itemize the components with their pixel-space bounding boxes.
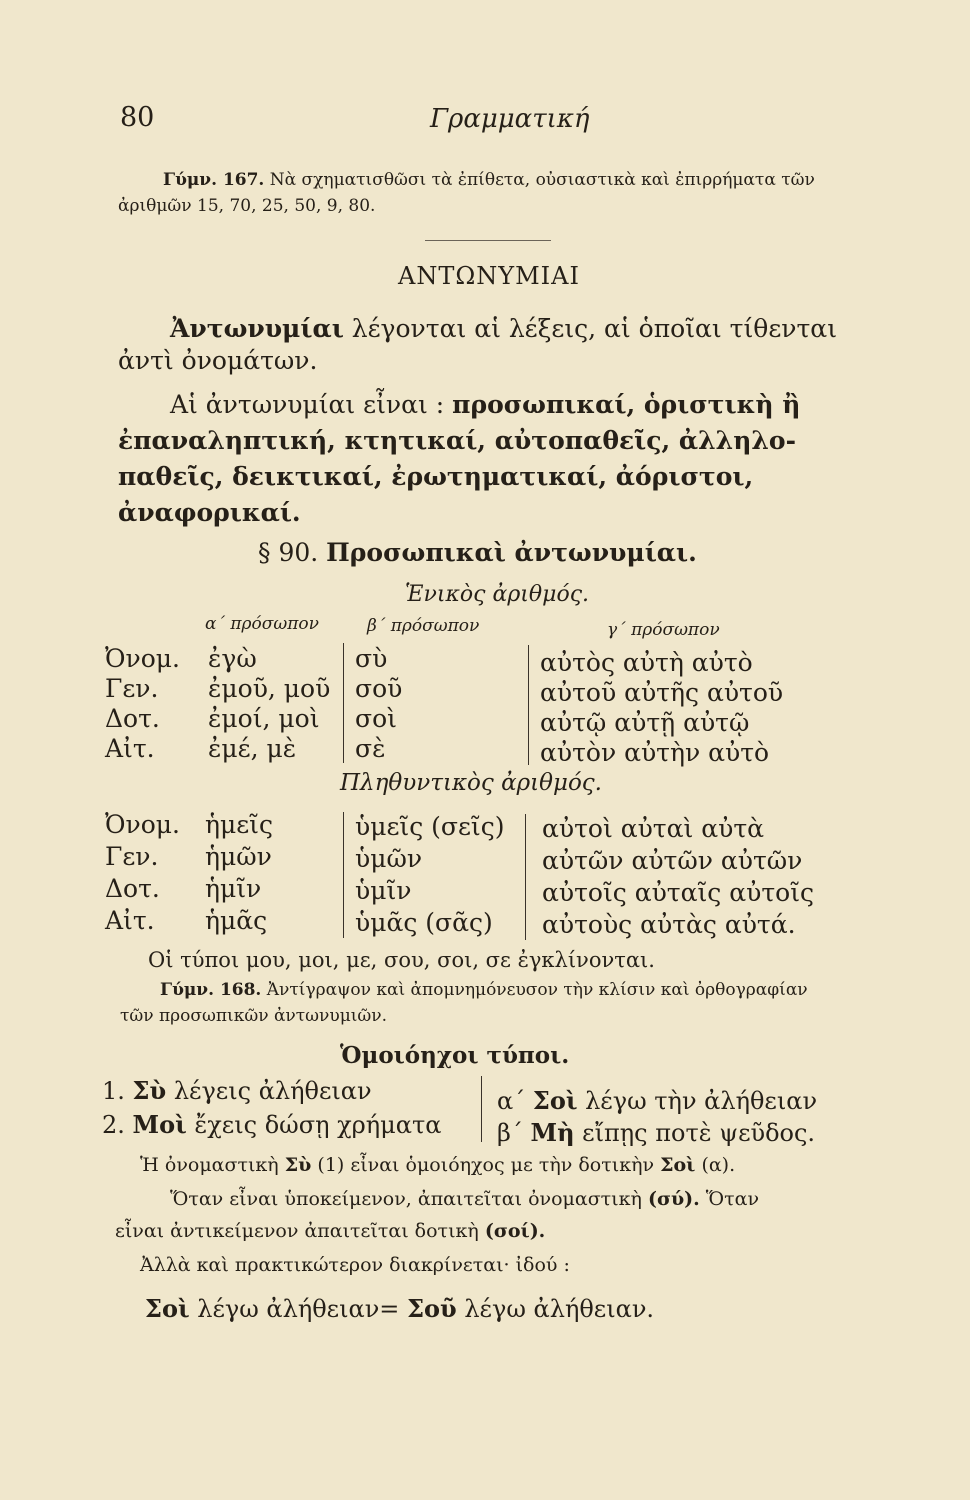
case-label: Ὀνομ. [105,810,180,839]
explanation-line-2 [170,1188,759,1210]
explanation-text: (α). [701,1154,736,1176]
intro-line-1 [170,314,837,343]
table-cell: ἡμῖν [205,874,262,903]
exercise-168-line2: τῶν προσωπικῶν ἀντωνυμιῶν. [120,1006,388,1026]
explanation-keyword: (σύ). [647,1188,700,1210]
example-number: β΄ [497,1119,523,1147]
example-number: 1. [102,1077,125,1105]
example-keyword: Σὺ [132,1076,167,1105]
header-third-person: γ΄ πρόσωπον [607,620,720,640]
intro-text: Αἱ ἀντωνυμίαι εἶναι : [170,390,445,419]
explanation-line-4: Ἀλλὰ καὶ πρακτικώτερον διακρίνεται· ἰδού : [140,1254,570,1276]
table-cell: αὐτὸς αὐτὴ αὐτὸ [540,648,753,677]
running-head: Γραμματική [430,104,590,134]
case-label: Αἰτ. [105,906,155,935]
section-title: ΑΝΤΩΝΥΜΙΑΙ [398,262,580,290]
example-a [497,1086,817,1115]
example-keyword: Μὴ [530,1118,575,1147]
column-divider [481,1076,482,1142]
table-cell: αὐτῷ αὐτῇ αὐτῷ [540,708,750,737]
example-text: ἔχεις δώσῃ χρήματα [194,1111,442,1139]
table-cell: ὑμᾶς (σᾶς) [355,908,493,937]
exercise-text: Ἀντίγραψον καὶ ἀπομνημόνευσον τὴν κλίσιν καὶ ὀρθογραφίαν [266,980,808,1000]
explanation-line-3 [115,1220,545,1242]
term-pronouns: Ἀντωνυμίαι [170,314,344,343]
table-cell: ἡμῶν [205,842,272,871]
table-cell: ἡμᾶς [205,906,268,935]
paragraph-title: Προσωπικαὶ ἀντωνυμίαι. [326,538,697,567]
divider [425,240,551,241]
exercise-text: Νὰ σχηματισθῶσι τὰ ἐπίθετα, οὐσιαστικὰ καὶ ἐπιρρήματα τῶν [269,170,815,190]
case-label: Δοτ. [105,874,160,903]
table-cell: αὐτὸν αὐτὴν αὐτὸ [540,738,770,767]
case-label: Ὀνομ. [105,644,180,673]
example-b [497,1118,815,1147]
table-cell: σὲ [355,734,386,763]
explanation-text: λέγω ἀλήθειαν= [197,1295,400,1323]
table-cell: ἐμέ, μὲ [208,734,297,763]
explanation-text: εἶναι ἀντικείμενον ἀπαιτεῖται δοτικὴ [115,1220,479,1242]
table-cell: ὑμῖν [355,876,412,905]
table-cell: αὐτοῦ αὐτῆς αὐτοῦ [540,678,784,707]
explanation-text: (1) εἶναι ὁμοιόηχος με τὴν δοτικὴν [317,1154,655,1176]
example-2 [102,1110,441,1139]
explanation-keyword: Σοὶ [660,1154,696,1176]
case-label: Γεν. [105,674,159,703]
header-second-person: β΄ πρόσωπον [367,616,480,636]
intro-text: λέγονται αἱ λέξεις, αἱ ὁποῖαι τίθενται [351,314,837,343]
explanation-line-1 [140,1154,735,1176]
table-cell: αὐτοὶ αὐταὶ αὐτὰ [542,814,765,843]
case-label: Δοτ. [105,704,160,733]
page-number: 80 [120,102,155,133]
example-number: α΄ [497,1087,526,1115]
column-divider [525,814,526,940]
intro-line-6: ἀναφορικαί. [118,498,301,527]
singular-label: Ἑνικὸς ἀριθμός. [405,582,590,607]
explanation-keyword: Σοὶ [145,1294,190,1323]
table-cell: ἡμεῖς [205,810,273,839]
table-cell: ὑμεῖς (σεῖς) [355,812,505,841]
table-cell: σοὶ [355,704,397,733]
intro-line-4: ἐπαναληπτική, κτητικαί, αὐτοπαθεῖς, ἀλληλο- [118,426,796,455]
example-text: εἴπῃς ποτὲ ψεῦδος. [582,1119,816,1147]
case-label: Αἰτ. [105,734,155,763]
homophones-title: Ὁμοιόηχοι τύποι. [340,1042,570,1069]
paragraph-number: § 90. [258,538,319,567]
intro-line-5: παθεῖς, δεικτικαί, ἐρωτηματικαί, ἀόριστοι, [118,462,754,491]
table-cell: αὐτοῖς αὐταῖς αὐτοῖς [542,878,815,907]
column-divider [343,643,344,763]
plural-label: Πληθυντικὸς ἀριθμός. [340,770,602,796]
paragraph-heading [258,538,697,567]
example-keyword: Μοὶ [132,1110,187,1139]
intro-line-2: ἀντὶ ὀνομάτων. [118,346,318,375]
explanation-text: Ὅταν [705,1188,760,1210]
example-1 [102,1076,372,1105]
explanation-line-5 [145,1294,654,1323]
table-cell: ἐμοί, μοὶ [208,704,320,733]
exercise-167 [163,170,815,190]
case-label: Γεν. [105,842,159,871]
example-text: λέγω τὴν ἀλήθειαν [585,1087,818,1115]
explanation-text: λέγω ἀλήθειαν. [464,1295,655,1323]
example-text: λέγεις ἀλήθειαν [173,1077,372,1105]
exercise-label: Γύμν. 167. [163,170,265,190]
explanation-keyword: (σοί). [484,1220,546,1242]
explanation-keyword: Σὺ [284,1154,312,1176]
table-cell: ἐμοῦ, μοῦ [208,674,331,703]
explanation-keyword: Σοῦ [407,1294,457,1323]
enclitic-note: Οἱ τύποι μου, μοι, με, σου, σοι, σε ἐγκλίνονται. [148,948,655,972]
header-first-person: α΄ πρόσωπον [205,614,319,634]
example-number: 2. [102,1111,125,1139]
table-cell: ὑμῶν [355,844,423,873]
exercise-label: Γύμν. 168. [160,980,262,1000]
term-list: προσωπικαί, ὁριστικὴ ἢ [452,390,801,419]
column-divider [528,645,529,765]
intro-line-3 [170,390,800,419]
table-cell: σὺ [355,644,388,673]
example-keyword: Σοὶ [532,1086,578,1115]
table-cell: αὐτῶν αὐτῶν αὐτῶν [542,846,803,875]
column-divider [343,812,344,938]
exercise-167-line2: ἀριθμῶν 15, 70, 25, 50, 9, 80. [118,196,376,216]
table-cell: σοῦ [355,674,403,703]
table-cell: αὐτοὺς αὐτὰς αὐτά. [542,910,796,939]
explanation-text: Ἡ ὀνομαστικὴ [140,1154,279,1176]
explanation-text: Ὅταν εἶναι ὑποκείμενον, ἀπαιτεῖται ὀνομαστικὴ [170,1188,642,1210]
exercise-168 [160,980,808,1000]
table-cell: ἐγὼ [208,644,257,673]
